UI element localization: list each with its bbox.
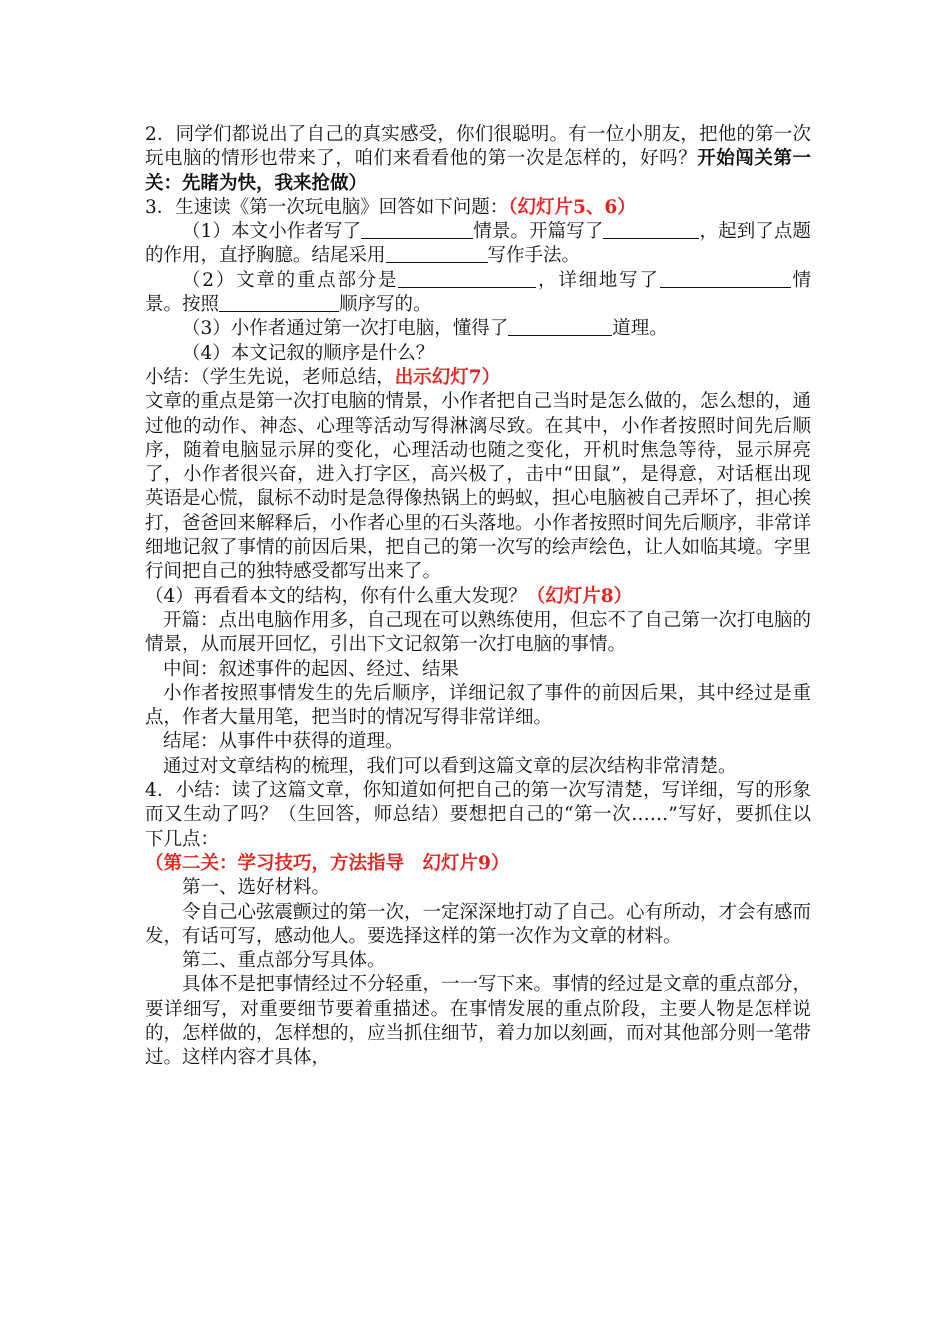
slide-ref-8: （幻灯片8） <box>526 585 633 607</box>
question-3: （3）小作者通过第一次打电脑，懂得了 道理。 <box>182 318 668 340</box>
structure-middle-detail: 小作者按照事情发生的先后顺序，详细记叙了事件的前因后果，其中经过是重点，作者大量用笔，把当时的情况写得非常详细。 <box>145 682 811 729</box>
slide-ref-7: 出示幻灯7） <box>394 366 501 388</box>
structure-middle: 中间：叙述事件的起因、经过、结果 <box>163 658 460 680</box>
answer-blank <box>219 293 339 312</box>
answer-blank <box>398 269 536 288</box>
document-page <box>145 123 811 1071</box>
answer-blank <box>361 220 473 239</box>
answer-blank <box>386 244 488 263</box>
tip-1-title: 第一、选好材料。 <box>182 877 331 899</box>
answer-blank <box>603 220 699 239</box>
tip-2-title: 第二、重点部分写具体。 <box>182 950 386 972</box>
paragraph-3: 3．生速读《第一次玩电脑》回答如下问题：（幻灯片5、6） <box>145 196 636 218</box>
slide-ref-5-6: （幻灯片5、6） <box>508 196 636 218</box>
structure-ending: 结尾：从事件中获得的道理。 <box>163 731 404 753</box>
answer-blank <box>660 269 773 288</box>
question-1: （1）本文小作者写了 情景。开篇写了 ，起到了点题的作用，直抒胸臆。结尾采用 写作手法。 <box>145 221 811 267</box>
structure-question: （4）再看看本文的结构，你有什么重大发现？（幻灯片8） <box>145 585 633 607</box>
stage1-heading: 开始闯关第一关：先睹为快，我来抢做） <box>145 148 811 194</box>
tip-1-body: 令自己心弦震颤过的第一次，一定深深地打动了自己。心有所动，才会有感而发，有话可写，感动他人。要选择这样的第一次作为文章的材料。 <box>145 901 812 947</box>
structure-opening: 开篇：点出电脑作用多，自己现在可以熟练使用，但忘不了自己第一次打电脑的情景，从而展开回忆，引出下文记叙第一次打电脑的事情。 <box>145 609 811 656</box>
structure-conclusion: 通过对文章结构的梳理，我们可以看到这篇文章的层次结构非常清楚。 <box>163 755 737 777</box>
summary-heading: 小结：（学生先说，老师总结，出示幻灯7） <box>145 366 501 388</box>
paragraph-2: 2．同学们都说出了自己的真实感受，你们很聪明。有一位小朋友，把他的第一次玩电脑的情形也带来了，咱们来看看他的第一次是怎样的，好吗？开始闯关第一关：先睹为快，我来抢做） <box>145 124 811 194</box>
answer-blank <box>773 269 791 288</box>
answer-blank <box>508 317 612 336</box>
summary-body: 文章的重点是第一次打电脑的情景，小作者把自己当时是怎么做的，怎么想的，通过他的动作、神态、心理等活动写得淋漓尽致。在其中，小作者按照时间先后顺序，随着电脑显示屏的变化，心理活动也随之变化，开机时焦急等待，显示屏亮了，小作者很兴奋，进入打字区，高兴极了，击中“田鼠”，是得意，对话框出现英语是心慌，鼠标不动时是急得像热锅上的蚂蚁，担心电脑被自己弄坏了，担心挨打，爸爸回来解释后，小作者心里的石头落地。小作者按照时间先后顺序，非常详细地记叙了事情的前因后果，把自己的第一次写的绘声绘色，让人如临其境。字里行间把自己的独特感受都写出来了。 <box>145 391 812 583</box>
paragraph-4: 4．小结：读了这篇文章，你知道如何把自己的第一次写清楚，写详细，写的形象而又生动了吗？（生回答，师总结）要想把自己的“第一次……”写好，要抓住以下几点： <box>145 780 811 850</box>
stage2-heading: （第二关：学习技巧，方法指导 幻灯片9） <box>145 852 510 874</box>
question-4: （4）本文记叙的顺序是什么？ <box>182 342 435 364</box>
tip-2-body: 具体不是把事情经过不分轻重，一一写下来。事情的经过是文章的重点部分，要详细写，对重要细节要着重描述。在事情发展的重点阶段，主要人物是怎样说的，怎样做的，怎样想的，应当抓住细节，着力加以刻画，而对其他部分则一笔带过。这样内容才具体， <box>145 974 812 1069</box>
question-2: （2）文章的重点部分是 ，详细地写了 情景。按照 顺序写的。 <box>145 269 811 316</box>
